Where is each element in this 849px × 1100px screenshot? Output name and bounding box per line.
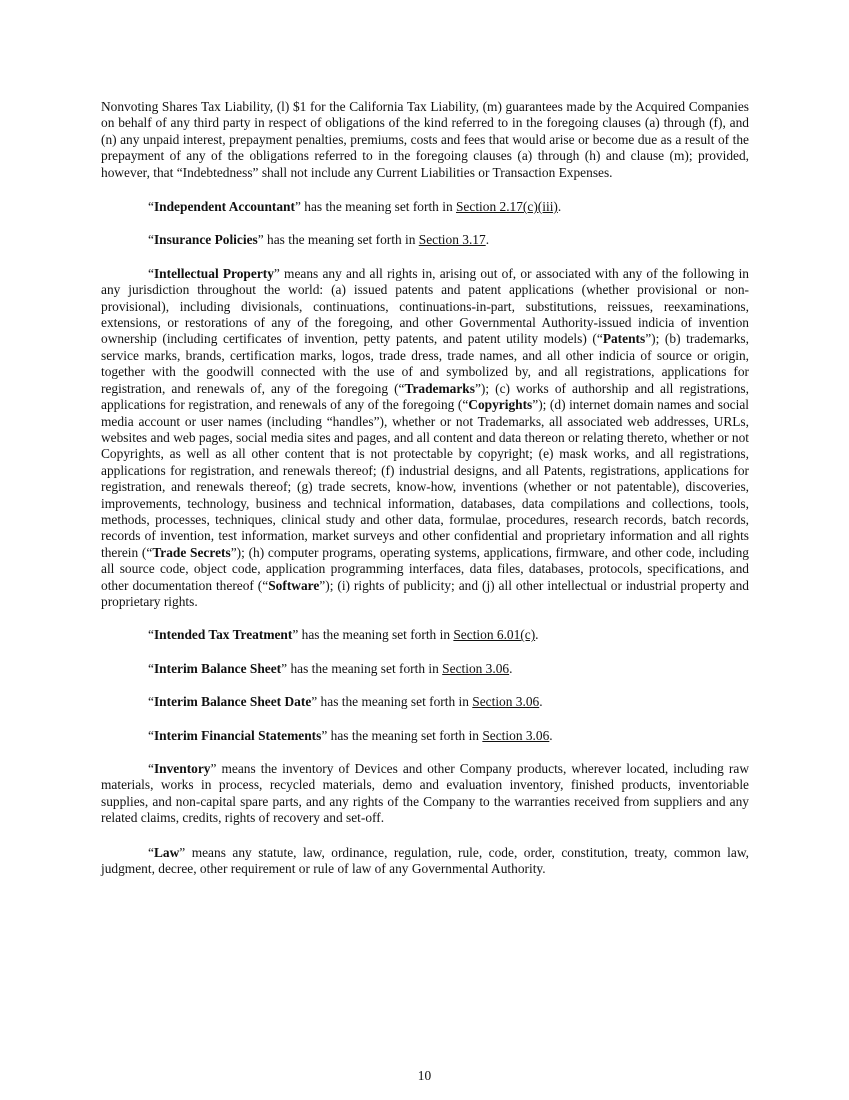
defined-term: Intended Tax Treatment (153, 627, 293, 643)
page-number: 10 (417, 1068, 432, 1083)
defined-term: Independent Accountant (153, 199, 295, 215)
defined-term-trade-secrets: Trade Secrets (152, 544, 231, 560)
defined-term-trademarks: Trademarks (404, 380, 475, 396)
defined-term: Interim Financial Statements (153, 727, 322, 743)
section-reference[interactable]: Section 3.06 (482, 727, 550, 743)
definition-law: “Law” means any statute, law, ordinance, regulation, rule, code, order, constitution, treaty, common law, judgment, decree, other requirement or rule of law of any Governmental Authority. (101, 844, 749, 877)
defined-term: Intellectual Property (153, 265, 274, 281)
section-reference[interactable]: Section 3.06 (442, 660, 510, 676)
definition-interim-balance-sheet-date: “Interim Balance Sheet Date” has the meaning set forth in Section 3.06. (148, 694, 543, 710)
definition-independent-accountant: “Independent Accountant” has the meaning set forth in Section 2.17(c)(iii). (148, 199, 562, 215)
defined-term: Interim Balance Sheet (153, 660, 282, 676)
definition-intended-tax-treatment: “Intended Tax Treatment” has the meaning set forth in Section 6.01(c). (148, 627, 539, 643)
defined-term-patents: Patents (602, 331, 646, 347)
section-reference[interactable]: Section 3.06 (472, 694, 540, 710)
definition-interim-financial-statements: “Interim Financial Statements” has the meaning set forth in Section 3.06. (148, 727, 553, 743)
defined-term-copyrights: Copyrights (468, 397, 533, 413)
section-reference[interactable]: Section 2.17(c)(iii) (455, 199, 558, 215)
paragraph-indebtedness-continued: Nonvoting Shares Tax Liability, (l) $1 for the California Tax Liability, (m) guarantees made by the Acquired Companies on behalf of any third party in respect of obligations of the kind referred to in the foregoing clauses (a) through (f), and (n) any unpaid interest, prepayment penalties, premiums, costs and fees that would arise or become due as a result of the prepayment of any of the obligations referred to in the foregoing clauses (a) through (h) and clause (m); provided, however, that “Indebtedness” shall not include any Current Liabilities or Transaction Expenses. (101, 99, 749, 180)
defined-term: Inventory (153, 761, 211, 776)
definition-inventory: “Inventory” means the inventory of Devices and other Company products, wherever located, including raw materials, works in process, recycled materials, demo and evaluation inventory, finished products, inventoriable supplies, and non-capital spare parts, and any rights of the Company to the warranties received from suppliers and any related claims, credits, rights of recovery and set-off. (101, 761, 749, 826)
defined-term-software: Software (268, 577, 320, 593)
section-reference[interactable]: Section 6.01(c) (453, 627, 536, 643)
defined-term: Interim Balance Sheet Date (153, 694, 312, 710)
section-reference[interactable]: Section 3.17 (418, 232, 486, 248)
defined-term: Law (153, 844, 180, 860)
defined-term: Insurance Policies (153, 232, 258, 248)
definition-interim-balance-sheet: “Interim Balance Sheet” has the meaning set forth in Section 3.06. (148, 660, 513, 676)
definition-insurance-policies: “Insurance Policies” has the meaning set forth in Section 3.17. (148, 232, 490, 248)
definition-intellectual-property: “Intellectual Property” means any and all rights in, arising out of, or associated with any of the following in any jurisdiction throughout the world: (a) issued patents and patent applications (whether provisional or non-provisional), including divisionals, continuations, continuations-in-part, substitutions, reissues, reexaminations, extensions, or restorations of any of the foregoing, and other Governmental Authority-issued indicia of invention ownership (including certificates of invention, petty patents, and patent utility models) (“Patents”); (b) trademarks, service marks, brands, certification marks, logos, trade dress, trade names, and all other indicia of source or origin, together with the goodwill connected with the use of and symbolized by, and all registrations, applications for registration, and renewals of, any of the foregoing (“Trademarks”); (c) works of authorship and all registrations, applications for registration, and renewals of any of the foregoing (“Copyrights”); (d) internet domain names and social media account or user names (including “handles”), whether or not Trademarks, all associated web addresses, URLs, websites and web pages, social media sites and pages, and all content and data thereon or relating thereto, whether or not Copyrights, as well as all other content that is not protectable by copyright; (e) mask works, and all registrations, applications for registration, and renewals thereof; (f) industrial designs, and all Patents, registrations, applications for registration, and renewals thereof; (g) trade secrets, know-how, inventions (whether or not patentable), discoveries, improvements, technology, business and technical information, databases, data compilations and collections, tools, methods, processes, techniques, clinical study and other data, formulae, procedures, research records, batch records, records of invention, test information, market surveys and other confidential and proprietary information and all rights therein (“Trade Secrets”); (h) computer programs, operating systems, applications, firmware, and other code, including all source code, object code, application programming interfaces, data files, databases, protocols, specifications, and other documentation thereof (“Software”); (i) rights of publicity; and (j) all other intellectual or industrial property and proprietary rights. (101, 265, 749, 609)
document-body (101, 99, 749, 877)
